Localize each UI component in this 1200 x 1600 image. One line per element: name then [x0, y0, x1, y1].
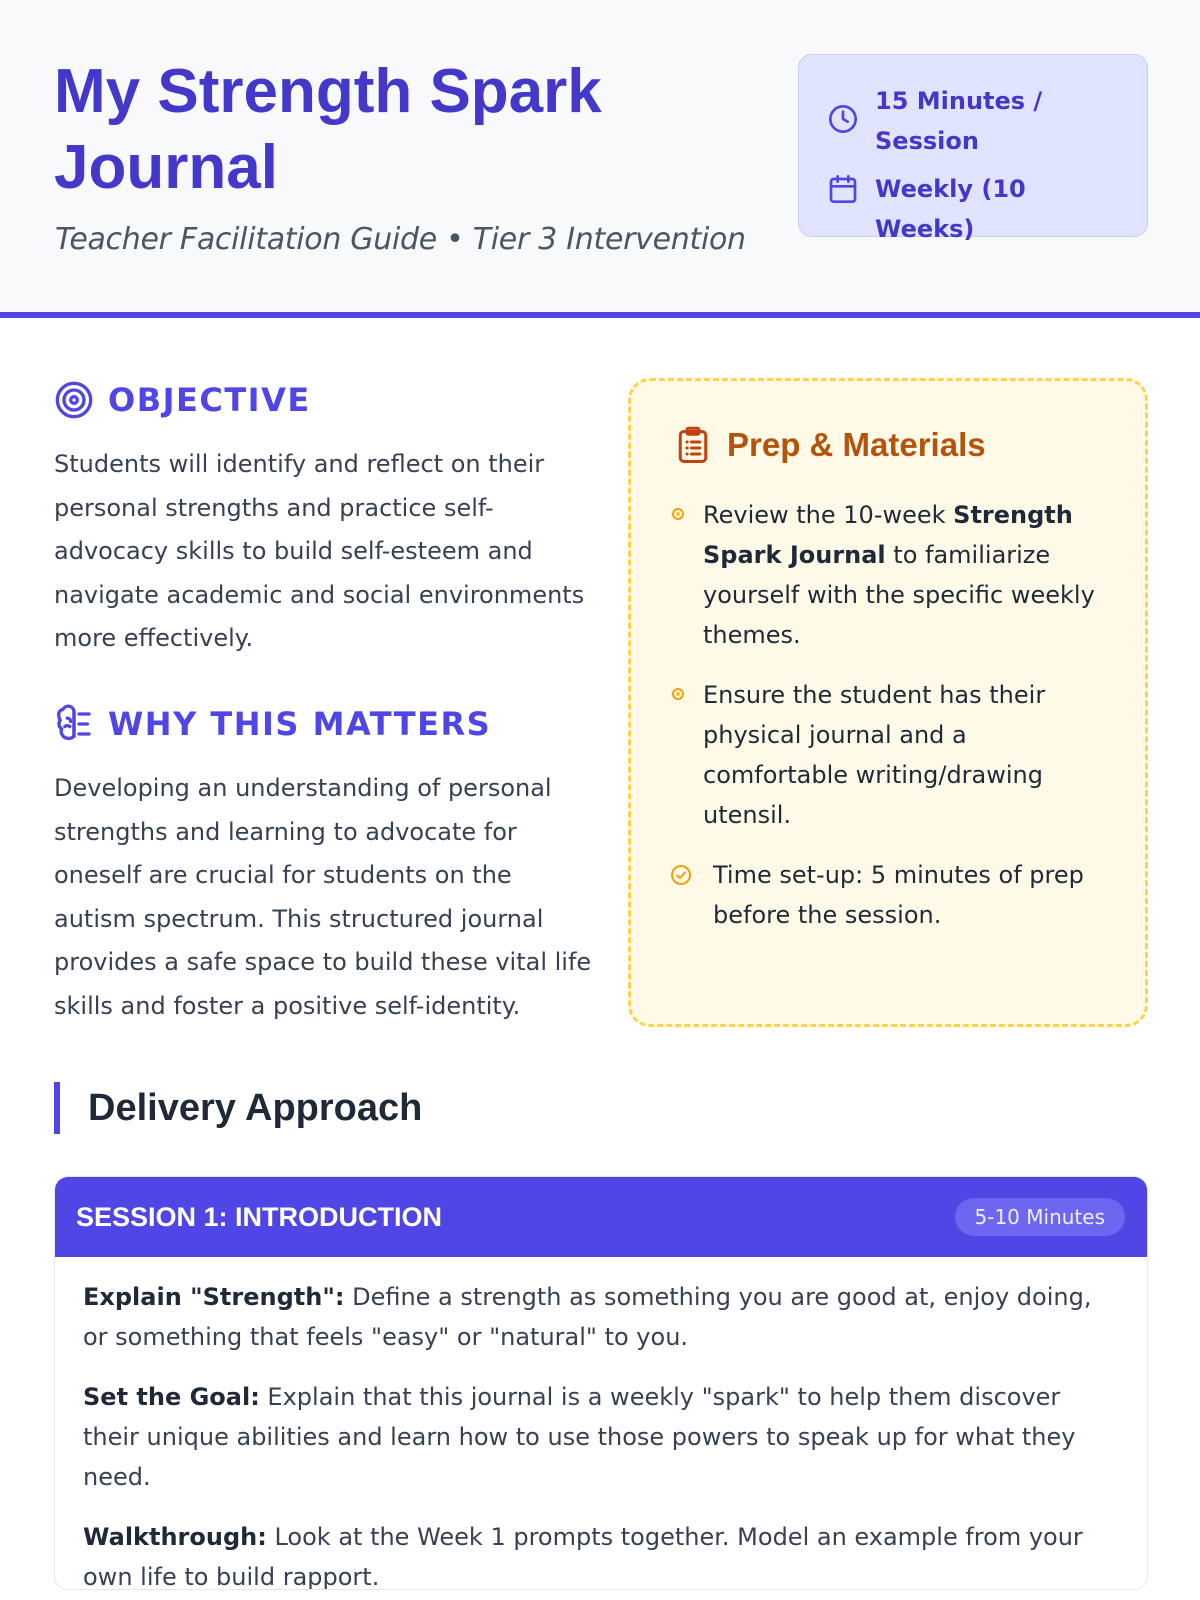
- session-step-text: Explain that this journal is a weekly "spark" to help them discover their unique abilities and learn how to use those powers to speak up for what they need.: [83, 1383, 1076, 1491]
- why-text: Developing an understanding of personal strengths and learning to advocate for oneself are crucial for students on the autism spectrum. This structured journal provides a safe space to build these vital life skills and foster a positive self-identity.: [54, 774, 592, 1020]
- duration-row: [827, 81, 1125, 161]
- frequency-row: [827, 169, 1125, 249]
- prep-item: [669, 675, 1119, 835]
- clipboard-icon: [675, 425, 711, 465]
- prep-item-text-end: to familiarize yourself with the specific weekly themes.: [703, 541, 1095, 649]
- calendar-icon: [827, 173, 859, 205]
- session-step-text: Define a strength as something you are good at, enjoy doing, or something that feels "easy" or "natural" to you.: [83, 1283, 1092, 1351]
- frequency-text: Weekly (10 Weeks): [875, 175, 1026, 243]
- session-card: [54, 1176, 1148, 1590]
- objective-heading-label: OBJECTIVE: [108, 381, 311, 419]
- page-subtitle: Teacher Facilitation Guide • Tier 3 Intervention: [55, 222, 746, 257]
- session-step-label: Walkthrough:: [83, 1523, 267, 1551]
- check-circle-icon: [669, 863, 693, 887]
- page-header: [0, 0, 1200, 318]
- session-step: [83, 1377, 1123, 1497]
- session-body: [83, 1277, 1123, 1590]
- prep-list: [669, 495, 1119, 955]
- session-step: [83, 1277, 1123, 1357]
- why-heading-label: WHY THIS MATTERS: [108, 705, 492, 743]
- bullet-icon: [672, 508, 684, 520]
- prep-item: [669, 855, 1119, 935]
- prep-materials-card: [628, 378, 1148, 1027]
- session-header: [55, 1177, 1147, 1257]
- session-step-label: Set the Goal:: [83, 1383, 260, 1411]
- bullet-icon: [672, 688, 684, 700]
- session-step: [83, 1517, 1123, 1590]
- prep-item-text: Review the 10-week: [703, 501, 954, 529]
- objective-text: Students will identify and reflect on their personal strengths and practice self-advocacy skills to build self-esteem and navigate academic and social environments more effectively.: [54, 450, 585, 652]
- prep-item: [669, 495, 1119, 655]
- session-step-label: Explain "Strength":: [83, 1283, 345, 1311]
- session-info-card: [798, 54, 1148, 243]
- delivery-approach-heading: Delivery Approach: [54, 1082, 422, 1134]
- prep-item-text: Ensure the student has their physical journal and a comfortable writing/drawing utensil.: [703, 681, 1046, 829]
- page-title: My Strength Spark Journal: [54, 57, 602, 202]
- prep-heading: [675, 425, 986, 465]
- prep-heading-label: Prep & Materials: [727, 426, 986, 463]
- prep-item-text: Time set-up: 5 minutes of prep before the session.: [713, 861, 1084, 929]
- why-heading: [54, 704, 491, 744]
- prep-item-emphasis: Strength Spark Journal: [703, 501, 1073, 569]
- duration-text: 15 Minutes / Session: [875, 87, 1043, 155]
- session-step-text: Look at the Week 1 prompts together. Model an example from your own life to build rapport.: [83, 1523, 1083, 1590]
- session-title: SESSION 1: INTRODUCTION: [76, 1202, 443, 1232]
- session-duration-badge: 5-10 Minutes: [955, 1198, 1125, 1236]
- brain-icon: [54, 704, 94, 744]
- clock-icon: [827, 103, 859, 135]
- objective-heading: [54, 380, 311, 420]
- target-icon: [54, 380, 94, 420]
